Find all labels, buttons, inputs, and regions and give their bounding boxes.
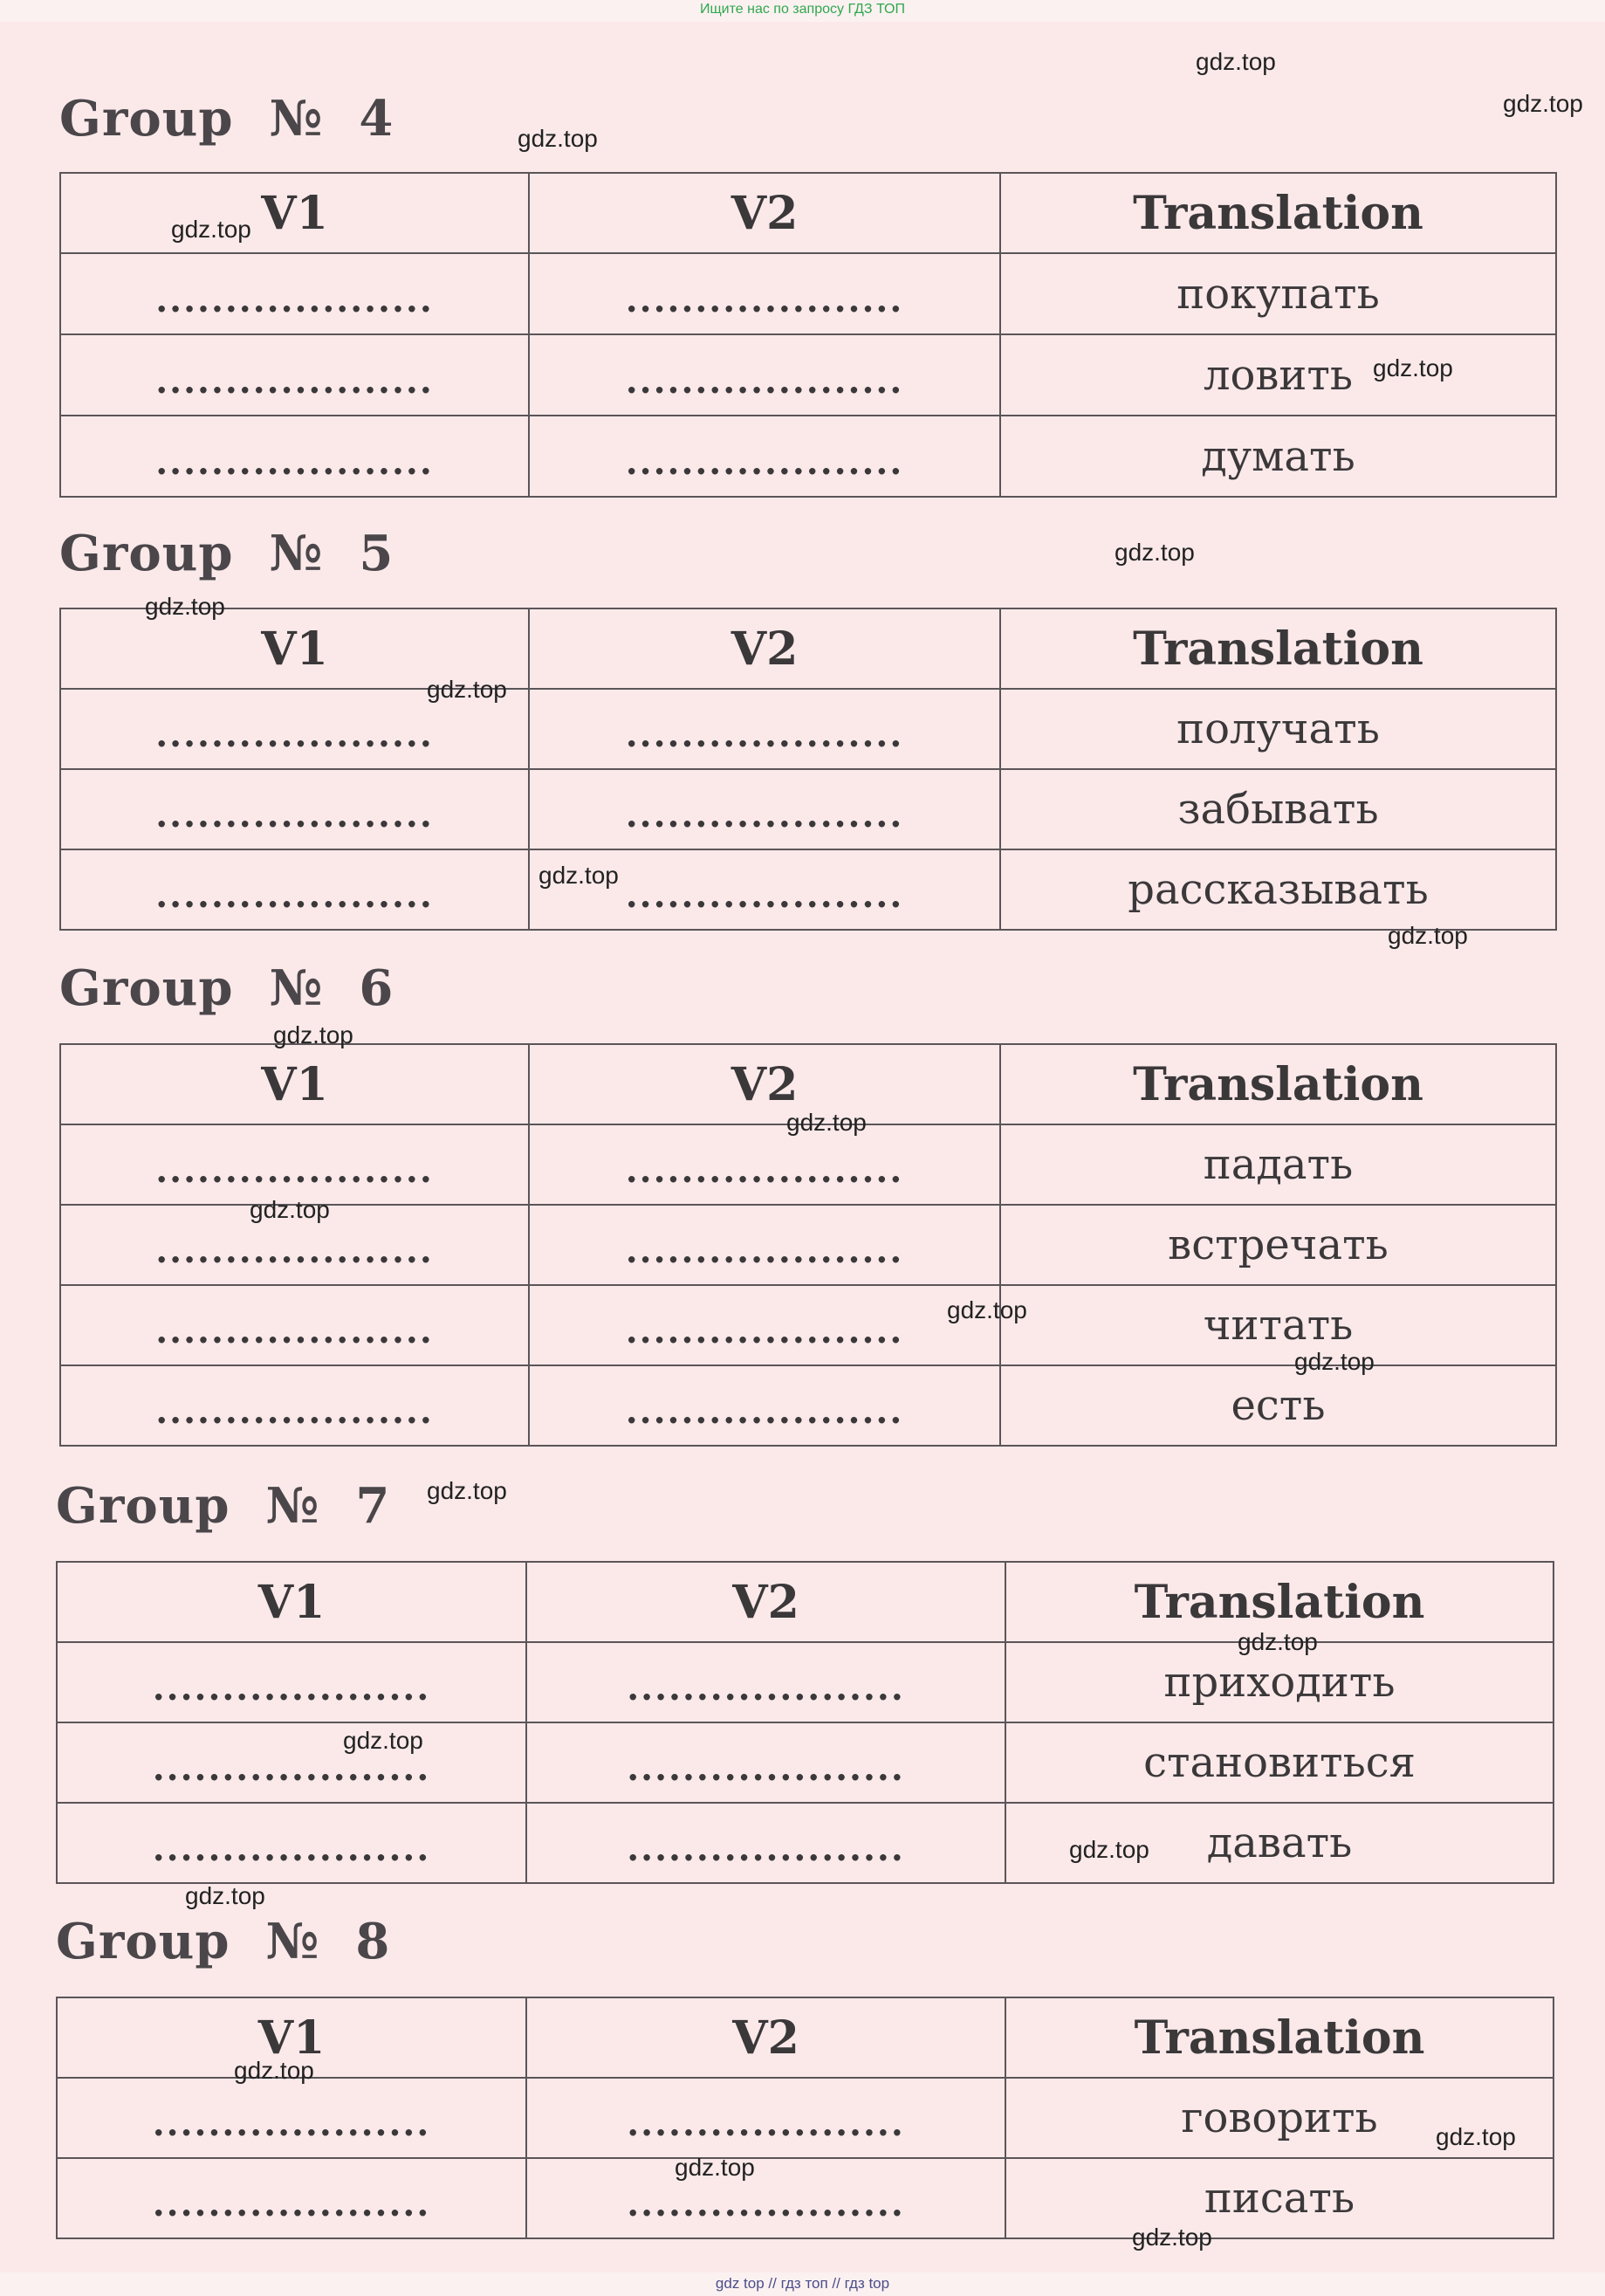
- translation-cell: становиться: [1005, 1722, 1554, 1803]
- v2-blank[interactable]: ....................: [529, 849, 1000, 930]
- v1-blank[interactable]: ....................: [60, 416, 529, 497]
- watermark: gdz.top: [786, 1109, 867, 1136]
- watermark: gdz.top: [947, 1296, 1027, 1323]
- watermark: gdz.top: [1196, 48, 1276, 75]
- translation-cell: забывать: [1000, 769, 1556, 849]
- v1-blank[interactable]: ....................: [57, 2158, 526, 2238]
- translation-cell: есть: [1000, 1365, 1556, 1446]
- watermark: gdz.top: [234, 2057, 314, 2084]
- translation-cell: покупать: [1000, 253, 1556, 334]
- watermark: gdz.top: [1373, 354, 1453, 382]
- watermark: gdz.top: [185, 1882, 265, 1909]
- translation-cell: давать: [1005, 1803, 1554, 1883]
- header-v1: V1: [60, 173, 529, 253]
- header-v2: V2: [529, 1044, 1000, 1124]
- verb-table-group-6: [59, 1043, 1557, 1447]
- watermark: gdz.top: [145, 593, 225, 620]
- watermark: gdz.top: [538, 862, 619, 889]
- translation-cell: падать: [1000, 1124, 1556, 1205]
- group-title: Group № 6: [59, 959, 394, 1017]
- watermark: gdz.top: [1294, 1348, 1375, 1375]
- v1-blank[interactable]: ....................: [60, 253, 529, 334]
- translation-cell: писать: [1005, 2158, 1554, 2238]
- v1-blank[interactable]: ....................: [57, 1803, 526, 1883]
- v1-blank[interactable]: ....................: [60, 689, 529, 769]
- verb-table-group-4: [59, 172, 1557, 498]
- header-v2: V2: [526, 1997, 1005, 2078]
- header-v1: V1: [60, 608, 529, 689]
- watermark: gdz.top: [427, 1477, 507, 1504]
- header-v1: V1: [57, 1562, 526, 1642]
- v2-blank[interactable]: ....................: [526, 1642, 1005, 1722]
- watermark: gdz.top: [171, 216, 251, 243]
- v2-blank[interactable]: ....................: [529, 253, 1000, 334]
- workbook-page: [0, 22, 1605, 2272]
- v2-blank[interactable]: ....................: [526, 1722, 1005, 1803]
- v2-blank[interactable]: ....................: [526, 1803, 1005, 1883]
- watermark: gdz.top: [1115, 539, 1195, 566]
- v2-blank[interactable]: ....................: [526, 2158, 1005, 2238]
- watermark: gdz.top: [1503, 90, 1583, 117]
- v2-blank[interactable]: ....................: [529, 689, 1000, 769]
- top-banner[interactable]: Ищите нас по запросу ГДЗ ТОП: [700, 2, 905, 17]
- v2-blank[interactable]: ....................: [529, 1285, 1000, 1365]
- header-v2: V2: [529, 173, 1000, 253]
- header-translation: Translation: [1000, 173, 1556, 253]
- v1-blank[interactable]: ....................: [60, 1285, 529, 1365]
- v1-blank[interactable]: ....................: [60, 1124, 529, 1205]
- translation-cell: встречать: [1000, 1205, 1556, 1285]
- v2-blank[interactable]: ....................: [529, 1124, 1000, 1205]
- header-translation: Translation: [1005, 1997, 1554, 2078]
- watermark: gdz.top: [518, 125, 598, 152]
- watermark: gdz.top: [1388, 922, 1468, 949]
- v2-blank[interactable]: ....................: [529, 1365, 1000, 1446]
- v1-blank[interactable]: ....................: [60, 1205, 529, 1285]
- verb-table-group-5: [59, 608, 1557, 931]
- translation-cell: думать: [1000, 416, 1556, 497]
- watermark: gdz.top: [1238, 1628, 1318, 1655]
- v1-blank[interactable]: ....................: [57, 2078, 526, 2158]
- bottom-banner[interactable]: gdz top // гдз топ // гдз top: [715, 2275, 890, 2292]
- watermark: gdz.top: [250, 1196, 330, 1223]
- v1-blank[interactable]: ....................: [60, 849, 529, 930]
- v2-blank[interactable]: ....................: [529, 334, 1000, 416]
- translation-cell: читать: [1000, 1285, 1556, 1365]
- watermark: gdz.top: [427, 676, 507, 703]
- verb-table-group-8: [56, 1997, 1554, 2239]
- watermark: gdz.top: [273, 1021, 353, 1048]
- v1-blank[interactable]: ....................: [60, 334, 529, 416]
- translation-cell: говорить: [1005, 2078, 1554, 2158]
- v1-blank[interactable]: ....................: [60, 1365, 529, 1446]
- header-v1: V1: [60, 1044, 529, 1124]
- group-title: Group № 4: [59, 90, 394, 148]
- watermark: gdz.top: [343, 1727, 423, 1754]
- header-translation: Translation: [1000, 1044, 1556, 1124]
- group-title: Group № 5: [59, 525, 394, 582]
- group-title: Group № 7: [56, 1477, 391, 1535]
- watermark: gdz.top: [675, 2154, 755, 2181]
- watermark: gdz.top: [1069, 1836, 1149, 1863]
- v1-blank[interactable]: ....................: [57, 1642, 526, 1722]
- watermark: gdz.top: [1132, 2224, 1212, 2251]
- watermark: gdz.top: [1436, 2123, 1516, 2150]
- header-translation: Translation: [1000, 608, 1556, 689]
- translation-cell: ловить: [1000, 334, 1556, 416]
- group-title: Group № 8: [56, 1913, 391, 1970]
- translation-cell: приходить: [1005, 1642, 1554, 1722]
- v2-blank[interactable]: ....................: [529, 416, 1000, 497]
- header-v1: V1: [57, 1997, 526, 2078]
- header-v2: V2: [529, 608, 1000, 689]
- header-v2: V2: [526, 1562, 1005, 1642]
- verb-table-group-7: [56, 1561, 1554, 1884]
- header-translation: Translation: [1005, 1562, 1554, 1642]
- v1-blank[interactable]: ....................: [60, 769, 529, 849]
- v2-blank[interactable]: ....................: [526, 2078, 1005, 2158]
- v2-blank[interactable]: ....................: [529, 769, 1000, 849]
- translation-cell: получать: [1000, 689, 1556, 769]
- translation-cell: рассказывать: [1000, 849, 1556, 930]
- v2-blank[interactable]: ....................: [529, 1205, 1000, 1285]
- v1-blank[interactable]: ....................: [57, 1722, 526, 1803]
